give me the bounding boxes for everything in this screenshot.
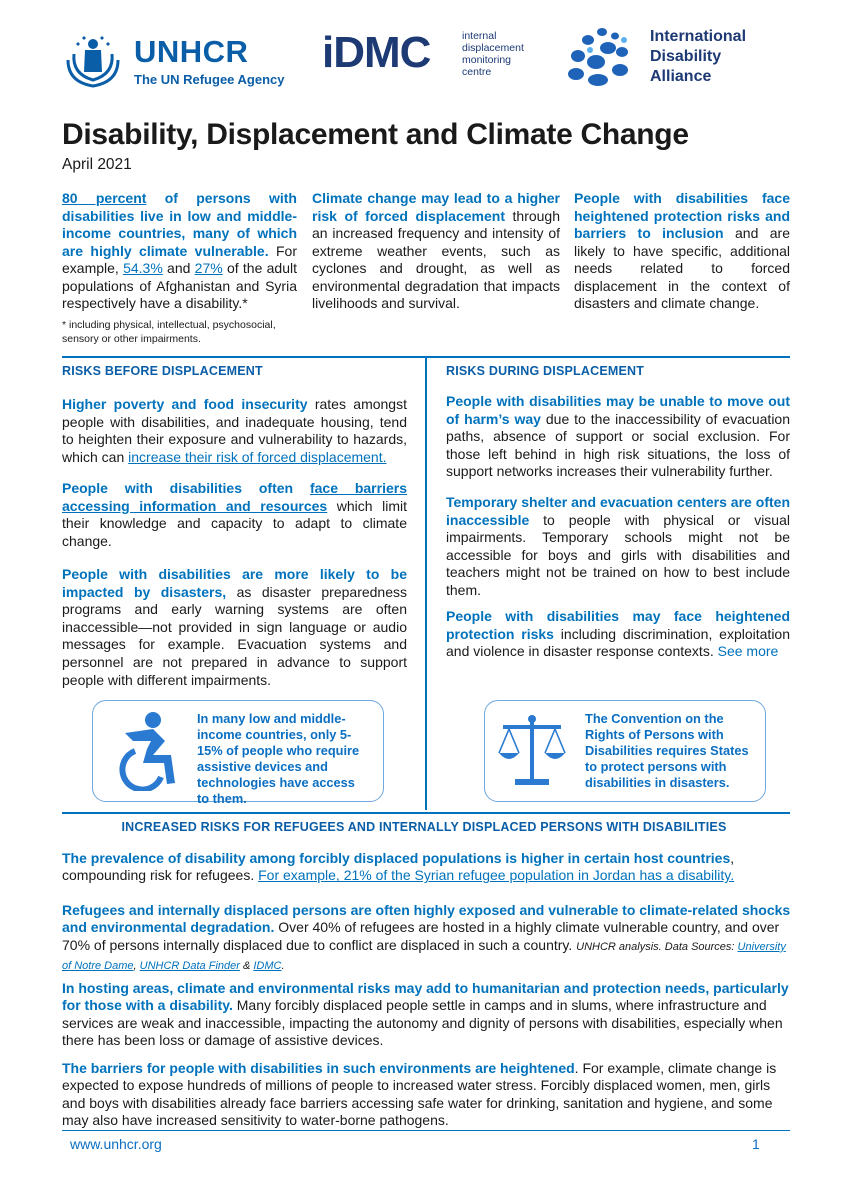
- link-syrian-refugees-jordan[interactable]: For example, 21% of the Syrian refugee population in Jordan has a disability.: [258, 867, 735, 884]
- page-title: Disability, Displacement and Climate Change: [62, 118, 689, 151]
- increased-paragraph-1: The prevalence of disability among forcibly displaced populations is higher in certain host countries, compounding risk for refugees. For example, 21% of the Syrian refugee population in Jordan has a disability.: [62, 850, 735, 884]
- increased-paragraph-2: Refugees and internally displaced persons are often highly exposed and vulnerable to climate-related shocks and environmental degradation. Over 40% of refugees are hosted in a highly climate vulnerable country, and over 70% of persons internally displaced due to conflict are displaced in such a country. UNHCR analysis. Data Sources: University of Notre Dame, UNHCR Data Finder & IDMC.: [62, 902, 791, 973]
- publication-date: April 2021: [62, 156, 132, 173]
- increased-paragraph-3: In hosting areas, climate and environmental risks may add to humanitarian and protection needs, particularly for those with a disability. Many forcibly displaced people settle in camps and in slums, where infrastructure and services are weak and inaccessible, impacting the autonomy and dignity of persons with disabilities, especially when there has been loss or damage of assistive devices.: [62, 980, 789, 1049]
- assistive-devices-callout: [92, 700, 384, 806]
- idmc-logo[interactable]: [322, 28, 524, 88]
- before-paragraph-2: People with disabilities often face barriers accessing information and resources which limit their knowledge and capacity to adapt to climate change.: [62, 480, 407, 549]
- section-divider-bottom: [62, 812, 790, 814]
- scales-of-justice-icon: [497, 713, 567, 789]
- ida-logo[interactable]: [562, 22, 762, 92]
- link-27-percent[interactable]: 27%: [194, 260, 223, 276]
- footer-url[interactable]: www.unhcr.org: [70, 1136, 162, 1152]
- unhcr-name: UNHCR: [134, 34, 249, 69]
- intro-column-1: 80 percent of persons with disabilities live in low and middle-income countries, many of which are highly climate vulnerable. For example, 54.3% and 27% of the adult populations of Afghanistan and Syria respectively have a disability.*: [62, 190, 298, 311]
- before-paragraph-1: Higher poverty and food insecurity rates amongst people with disabilities, and inadequate housing, tend to heighten their exposure and vulnerability to hazards, which can increase their risk of forced displacement.: [62, 396, 407, 465]
- idmc-name: iDMC: [322, 28, 431, 77]
- ida-name: International Disability Alliance: [650, 28, 747, 85]
- ida-dots-icon: [562, 22, 642, 92]
- intro-column-3: People with disabilities face heightened protection risks and barriers to inclusion and are likely to have specific, additional needs related to forced displacement in the context of disasters and climate change.: [574, 190, 790, 311]
- link-54-percent[interactable]: 54.3%: [123, 260, 163, 276]
- during-paragraph-2: Temporary shelter and evacuation centers are often inaccessible to people with physical or visual impairments. Temporary schools might not be accessible for boys and girls with disabilities and teachers might not be trained on how to best include them.: [446, 494, 790, 598]
- crpd-callout: [484, 700, 766, 802]
- unhcr-subtitle: The UN Refugee Agency: [134, 72, 285, 87]
- heading-risks-before: RISKS BEFORE DISPLACEMENT: [62, 364, 263, 378]
- link-idmc[interactable]: IDMC: [253, 960, 282, 973]
- link-notre-dame[interactable]: University of Notre Dame: [62, 940, 786, 973]
- unhcr-logo[interactable]: [62, 30, 292, 90]
- wheelchair-icon: [109, 711, 185, 791]
- unhcr-emblem-icon: [62, 30, 124, 90]
- footer-divider: [62, 1130, 790, 1131]
- during-paragraph-3: People with disabilities may face heightened protection risks including discrimination, exploitation and violence in disaster response contexts. See more: [446, 608, 791, 660]
- intro-column-2: Climate change may lead to a higher risk of forced displacement through an increased frequency and intensity of extreme weather events, such as cyclones and drought, as well as environmental degradation that impacts livelihoods and survival.: [312, 190, 560, 311]
- heading-increased-risks: INCREASED RISKS FOR REFUGEES AND INTERNALLY DISPLACED PERSONS WITH DISABILITIES: [121, 820, 727, 834]
- during-paragraph-1: People with disabilities may be unable to move out of harm’s way due to the inaccessibility of evacuation paths, absence of support or social exclusion. For those left behind in high risk situations, the loss of support networks increases their vulnerability further.: [446, 393, 790, 480]
- page-number: 1: [752, 1136, 760, 1152]
- link-face-barriers[interactable]: face barriers accessing information and resources: [62, 480, 407, 514]
- idmc-subtitle: internal displacement monitoring centre: [462, 30, 524, 78]
- increased-paragraph-4: The barriers for people with disabilities in such environments are heightened. For example, climate change is expected to expose hundreds of millions of people to increased water stress. Forcibly displaced women, men, girls and boys with disabilities already face barriers accessing safe water for drinking, sanitation and hygiene, and some may also have increased sensitivity to water-borne pathogens.: [62, 1060, 777, 1129]
- link-risk-displacement[interactable]: increase their risk of forced displacement.: [128, 448, 387, 465]
- heading-risks-during: RISKS DURING DISPLACEMENT: [446, 364, 645, 378]
- link-see-more[interactable]: See more: [717, 643, 779, 660]
- before-paragraph-3: People with disabilities are more likely to be impacted by disasters, as disaster preparedness programs and early warning systems are often inaccessible—not provided in sign language or audio messages for example. Evacuation systems and personnel are not prepared in advance to support people with different impairments.: [62, 566, 408, 688]
- column-divider: [425, 358, 427, 810]
- crpd-text: The Convention on the Rights of Persons with Disabilities requires States to protect persons with disabilities in disasters.: [585, 711, 749, 790]
- logo-bar: [62, 22, 762, 92]
- link-80-percent[interactable]: 80 percent: [62, 190, 147, 206]
- footnote: * including physical, intellectual, psychosocial, sensory or other impairments.: [62, 319, 276, 345]
- link-unhcr-data-finder[interactable]: UNHCR Data Finder: [139, 960, 240, 973]
- assistive-devices-text: In many low and middle-income countries, only 5-15% of people who require assistive devices and technologies have access to them.: [197, 711, 360, 806]
